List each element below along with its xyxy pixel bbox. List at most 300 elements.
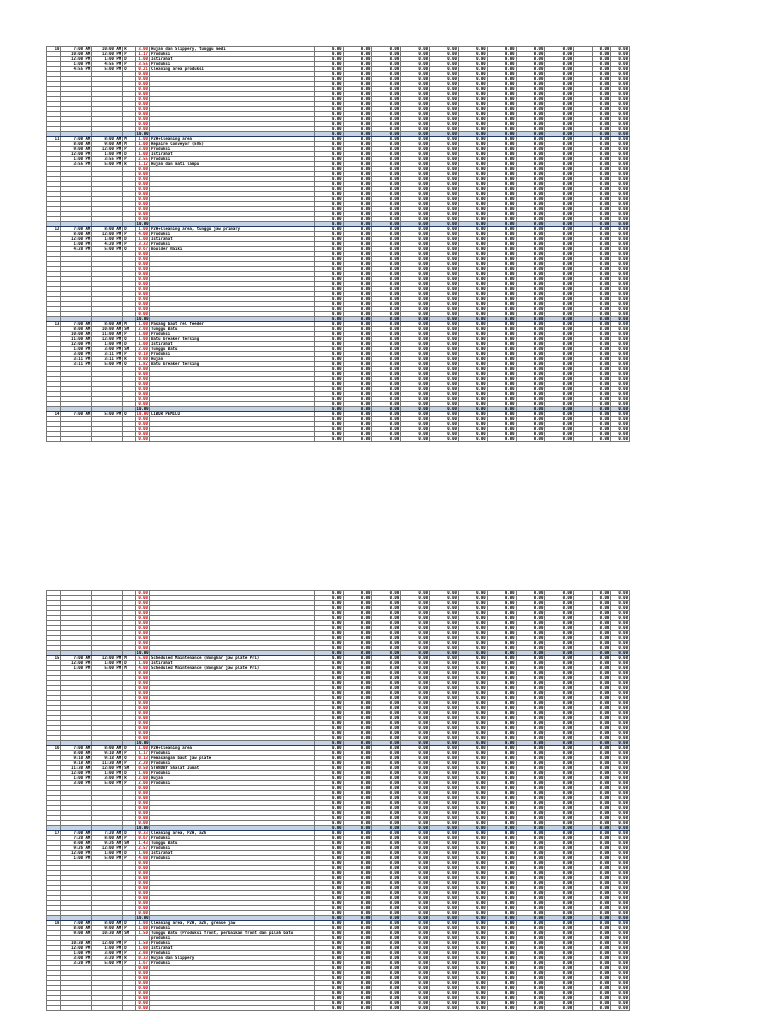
value-cell: 0.00 [611,786,630,791]
value-cell: 0.00 [430,746,459,751]
value-cell: 0.00 [545,367,574,372]
value-cell: 0.00 [545,142,574,147]
value-cell: 0.00 [343,182,372,187]
value-cell: 0.00 [487,252,516,257]
value-cell: 0.00 [401,67,430,72]
value-cell: 0.00 [372,881,401,886]
value-cell: 0.00 [343,232,372,237]
value-cell: 0.00 [545,761,574,766]
value-cell: 0.00 [430,232,459,237]
value-cell: 0.00 [430,392,459,397]
value-cell: 0.00 [516,931,545,936]
value-cell: 0.00 [401,52,430,57]
duration: 0.00 [135,402,149,407]
value-cell: 0.00 [458,806,487,811]
value-cell: 0.00 [401,212,430,217]
value-cell: 0.00 [430,881,459,886]
value-cell: 0.00 [592,596,611,601]
value-cell: 0.00 [372,941,401,946]
value-cell: 0.00 [545,427,574,432]
value-cell: 0.00 [372,192,401,197]
value-cell: 0.00 [314,661,343,666]
value-cell: 0.00 [343,297,372,302]
value-cell: 0.00 [516,806,545,811]
value-cell: 0.00 [372,681,401,686]
value-cell: 0.00 [314,821,343,826]
value-cell: 0.00 [401,866,430,871]
value-cell: 0.00 [430,971,459,976]
value-cell: 0.00 [516,312,545,317]
value-cell: 0.00 [314,846,343,851]
value-cell: 0.00 [487,122,516,127]
value-cell: 0.00 [401,267,430,272]
value-cell: 0.00 [516,307,545,312]
value-cell: 0.00 [401,322,430,327]
value-cell: 0.00 [343,347,372,352]
value-cell: 0.00 [314,681,343,686]
value-cell: 0.00 [592,122,611,127]
value-cell: 0.00 [611,996,630,1001]
value-cell: 0.00 [487,686,516,691]
value-cell: 0.00 [611,77,630,82]
value-cell: 0.00 [545,721,574,726]
value-cell: 0.00 [545,621,574,626]
value-cell: 0.00 [592,192,611,197]
value-cell: 0.00 [592,202,611,207]
value-cell: 0.00 [611,137,630,142]
start-time: 7:00 AM [61,921,92,926]
start-time: 8:00 AM [61,841,92,846]
value-cell: 0.00 [611,352,630,357]
value-cell: 0.00 [516,372,545,377]
value-cell: 0.00 [401,811,430,816]
value-cell: 0.00 [592,327,611,332]
value-cell: 0.00 [314,631,343,636]
value-cell: 0.00 [314,911,343,916]
value-cell: 0.00 [372,267,401,272]
value-cell: 0.00 [516,751,545,756]
value-cell: 0.00 [545,791,574,796]
duration: 0.00 [135,437,149,442]
value-cell: 0.00 [611,87,630,92]
activity-code: P [123,951,135,956]
value-cell: 0.00 [545,951,574,956]
value-cell: 0.00 [611,302,630,307]
value-cell: 0.00 [343,816,372,821]
value-cell: 0.00 [372,377,401,382]
value-cell: 0.00 [516,382,545,387]
value-cell: 0.00 [611,92,630,97]
value-cell: 0.00 [611,716,630,721]
value-cell: 0.00 [458,202,487,207]
value-cell: 0.00 [545,591,574,596]
value-cell: 0.00 [343,691,372,696]
value-cell: 0.00 [458,876,487,881]
value-cell: 0.00 [343,701,372,706]
value-cell: 0.00 [401,891,430,896]
duration: 1.00 [135,57,149,62]
value-cell: 0.00 [343,102,372,107]
value-cell: 0.00 [314,107,343,112]
value-cell: 0.00 [343,991,372,996]
value-cell: 0.00 [458,771,487,776]
value-cell: 0.00 [430,282,459,287]
start-time: 3:00 PM [61,352,92,357]
value-cell: 0.00 [592,407,611,412]
duration: 0.00 [135,801,149,806]
value-cell: 0.00 [516,716,545,721]
value-cell: 0.00 [545,871,574,876]
value-cell: 0.00 [545,82,574,87]
value-cell: 0.00 [430,866,459,871]
value-cell: 0.00 [516,876,545,881]
description: Tunggu Batu [149,327,314,332]
value-cell: 0.00 [458,52,487,57]
value-cell: 0.00 [545,392,574,397]
value-cell: 0.00 [592,262,611,267]
value-cell: 0.00 [611,826,630,831]
activity-code: D [123,237,135,242]
value-cell: 0.00 [545,846,574,851]
duration: 0.00 [135,791,149,796]
value-cell: 0.00 [314,287,343,292]
duration: 0.00 [135,631,149,636]
value-cell: 0.00 [372,871,401,876]
value-cell: 0.00 [458,801,487,806]
value-cell: 0.00 [343,936,372,941]
description: Scheduled Maintenance (Bongkar jaw plate Pri) [149,666,314,671]
value-cell: 0.00 [430,217,459,222]
value-cell: 0.00 [458,222,487,227]
value-cell: 0.00 [487,741,516,746]
value-cell: 0.00 [611,62,630,67]
value-cell: 0.00 [545,87,574,92]
value-cell: 0.00 [458,437,487,442]
end-time [92,1006,123,1011]
duration: 0.00 [135,207,149,212]
description: Produksi [149,62,314,67]
value-cell: 0.00 [487,62,516,67]
value-cell: 0.00 [611,232,630,237]
day-cell: 11 [47,137,61,142]
value-cell: 0.00 [401,931,430,936]
value-cell: 0.00 [372,606,401,611]
value-cell: 0.00 [611,267,630,272]
value-cell: 0.00 [611,382,630,387]
duration: 0.00 [135,671,149,676]
value-cell: 0.00 [401,976,430,981]
value-cell: 0.00 [487,197,516,202]
start-time: 7:00 AM [61,831,92,836]
value-cell: 0.00 [372,936,401,941]
value-cell: 0.00 [611,626,630,631]
value-cell: 0.00 [592,786,611,791]
value-cell: 0.00 [343,242,372,247]
value-cell: 0.00 [314,736,343,741]
value-cell: 0.00 [343,931,372,936]
value-cell: 0.00 [372,112,401,117]
value-cell: 0.00 [458,242,487,247]
value-cell: 0.00 [516,666,545,671]
value-cell: 0.00 [401,397,430,402]
value-cell: 0.00 [314,77,343,82]
value-cell: 0.00 [487,771,516,776]
value-cell: 0.00 [545,636,574,641]
value-cell: 0.00 [545,926,574,931]
value-cell: 0.00 [611,387,630,392]
value-cell: 0.00 [343,332,372,337]
value-cell: 0.00 [516,207,545,212]
value-cell: 0.00 [458,47,487,52]
value-cell: 0.00 [487,876,516,881]
duration: 2.00 [135,347,149,352]
duration: 0.00 [135,891,149,896]
value-cell: 0.00 [314,207,343,212]
value-cell: 0.00 [592,871,611,876]
value-cell: 0.00 [516,57,545,62]
value-cell: 0.00 [487,836,516,841]
value-cell: 0.00 [401,641,430,646]
value-cell: 0.00 [430,362,459,367]
value-cell: 0.00 [545,911,574,916]
value-cell: 0.00 [611,287,630,292]
duration: 0.00 [135,871,149,876]
start-time: 12:00 PM [61,57,92,62]
value-cell: 0.00 [611,671,630,676]
value-cell: 0.00 [314,327,343,332]
start-time: 1:00 PM [61,856,92,861]
value-cell: 0.00 [592,841,611,846]
value-cell: 0.00 [372,422,401,427]
value-cell: 0.00 [372,916,401,921]
value-cell: 0.00 [343,407,372,412]
value-cell: 0.00 [372,202,401,207]
value-cell: 0.00 [592,272,611,277]
value-cell: 0.00 [401,696,430,701]
value-cell: 0.00 [401,831,430,836]
value-cell: 0.00 [314,57,343,62]
value-cell: 0.00 [592,791,611,796]
value-cell: 0.00 [430,147,459,152]
value-cell: 0.00 [487,606,516,611]
duration: 0.00 [135,427,149,432]
value-cell: 0.00 [314,67,343,72]
value-cell: 0.00 [401,961,430,966]
value-cell: 0.00 [611,182,630,187]
value-cell: 0.00 [611,377,630,382]
activity-code: P [123,761,135,766]
value-cell: 0.00 [343,247,372,252]
value-cell: 0.00 [592,666,611,671]
value-cell: 0.00 [430,906,459,911]
value-cell: 0.00 [430,631,459,636]
value-cell: 0.00 [430,901,459,906]
value-cell: 0.00 [372,227,401,232]
value-cell: 0.00 [458,936,487,941]
value-cell: 0.00 [487,856,516,861]
value-cell: 0.00 [430,107,459,112]
start-time [61,1006,92,1011]
value-cell: 0.00 [545,362,574,367]
duration: 1.82 [135,362,149,367]
value-cell: 0.00 [545,991,574,996]
value-cell: 0.00 [611,97,630,102]
value-cell: 0.00 [314,781,343,786]
value-cell: 0.00 [372,906,401,911]
value-cell: 0.00 [516,147,545,152]
value-cell: 0.00 [545,222,574,227]
value-cell: 0.00 [430,82,459,87]
activity-code: D [123,771,135,776]
value-cell: 0.00 [487,72,516,77]
start-time: 9:00 AM [61,931,92,936]
subtotal-duration: 10.00 [136,825,149,830]
value-cell: 0.00 [372,97,401,102]
duration: 0.00 [135,796,149,801]
start-time: 1:00 PM [61,776,92,781]
value-cell: 0.00 [430,771,459,776]
value-cell: 0.00 [314,901,343,906]
value-cell: 0.00 [592,731,611,736]
description: Cleaning area produksi [149,67,314,72]
duration: 0.00 [135,726,149,731]
value-cell: 0.00 [611,851,630,856]
description: Istirahat [149,661,314,666]
value-cell: 0.00 [458,82,487,87]
value-cell: 0.00 [343,916,372,921]
end-time: 10:30 AM [92,931,123,936]
value-cell: 0.00 [516,417,545,422]
value-cell: 0.00 [458,337,487,342]
value-cell: 0.00 [430,137,459,142]
value-cell: 0.00 [430,986,459,991]
subtotal-duration: 10.00 [136,406,149,411]
value-cell: 0.00 [487,317,516,322]
value-cell: 0.00 [545,152,574,157]
value-cell: 0.00 [314,197,343,202]
duration: 0.00 [135,197,149,202]
start-time [61,437,92,442]
value-cell: 0.00 [458,736,487,741]
value-cell: 0.00 [458,841,487,846]
description: Produksi [149,232,314,237]
value-cell: 0.00 [401,312,430,317]
value-cell: 0.00 [545,966,574,971]
duration: 0.00 [135,122,149,127]
value-cell: 0.00 [314,966,343,971]
duration: 0.00 [135,1006,149,1011]
value-cell: 0.00 [611,641,630,646]
value-cell: 0.00 [516,357,545,362]
value-cell: 0.00 [611,1001,630,1006]
value-cell: 0.00 [372,856,401,861]
value-cell: 0.00 [372,801,401,806]
description: Batu breaker tersing [149,362,314,367]
value-cell: 0.00 [314,357,343,362]
value-cell: 0.00 [401,736,430,741]
value-cell: 0.00 [372,432,401,437]
value-cell: 0.00 [401,272,430,277]
value-cell: 0.00 [592,347,611,352]
value-cell: 0.00 [343,941,372,946]
value-cell: 0.00 [545,387,574,392]
value-cell: 0.00 [545,412,574,417]
value-cell: 0.00 [487,846,516,851]
value-cell: 0.00 [516,816,545,821]
value-cell: 0.00 [314,626,343,631]
value-cell: 0.00 [545,342,574,347]
value-cell: 0.00 [487,781,516,786]
value-cell: 0.00 [592,257,611,262]
value-cell: 0.00 [372,67,401,72]
activity-code: P [123,846,135,851]
value-cell: 0.00 [611,661,630,666]
value-cell: 0.00 [516,826,545,831]
value-cell: 0.00 [430,247,459,252]
value-cell: 0.00 [430,372,459,377]
duration: 3.55 [135,62,149,67]
value-cell: 0.00 [458,167,487,172]
value-cell: 0.00 [458,596,487,601]
value-cell: 0.00 [516,437,545,442]
value-cell: 0.00 [487,916,516,921]
activity-code: M [123,666,135,671]
value-cell: 0.00 [611,906,630,911]
value-cell: 0.00 [611,736,630,741]
value-cell: 0.00 [487,277,516,282]
value-cell: 0.00 [458,177,487,182]
value-cell: 0.00 [516,82,545,87]
activity-code: P [123,62,135,67]
value-cell: 0.00 [545,107,574,112]
value-cell: 0.00 [487,217,516,222]
end-time: 12:00 PM [92,52,123,57]
value-cell: 0.00 [545,811,574,816]
duration: 0.00 [135,981,149,986]
value-cell: 0.00 [372,661,401,666]
value-cell: 0.00 [430,691,459,696]
value-cell: 0.00 [545,372,574,377]
end-time: 4:20 PM [92,242,123,247]
value-cell: 0.00 [343,766,372,771]
value-cell: 0.00 [516,222,545,227]
value-cell: 0.00 [372,686,401,691]
value-cell: 0.00 [314,906,343,911]
description: Batu breaker tersing [149,337,314,342]
value-cell: 0.00 [545,896,574,901]
value-cell: 0.00 [343,342,372,347]
end-time: 3:11 PM [92,357,123,362]
value-cell: 0.00 [545,916,574,921]
value-cell: 0.00 [430,427,459,432]
value-cell: 0.00 [487,237,516,242]
start-time: 7:00 AM [61,47,92,52]
value-cell: 0.00 [611,621,630,626]
value-cell: 0.00 [343,826,372,831]
value-cell: 0.00 [516,671,545,676]
start-time: 7:00 AM [61,137,92,142]
value-cell: 0.00 [314,227,343,232]
duration: 0.00 [135,177,149,182]
value-cell: 0.00 [401,237,430,242]
value-cell: 0.00 [458,407,487,412]
value-cell: 0.00 [611,746,630,751]
value-cell: 0.00 [314,611,343,616]
value-cell: 0.00 [401,137,430,142]
value-cell: 0.00 [487,292,516,297]
description [149,1006,314,1011]
value-cell: 0.00 [487,352,516,357]
